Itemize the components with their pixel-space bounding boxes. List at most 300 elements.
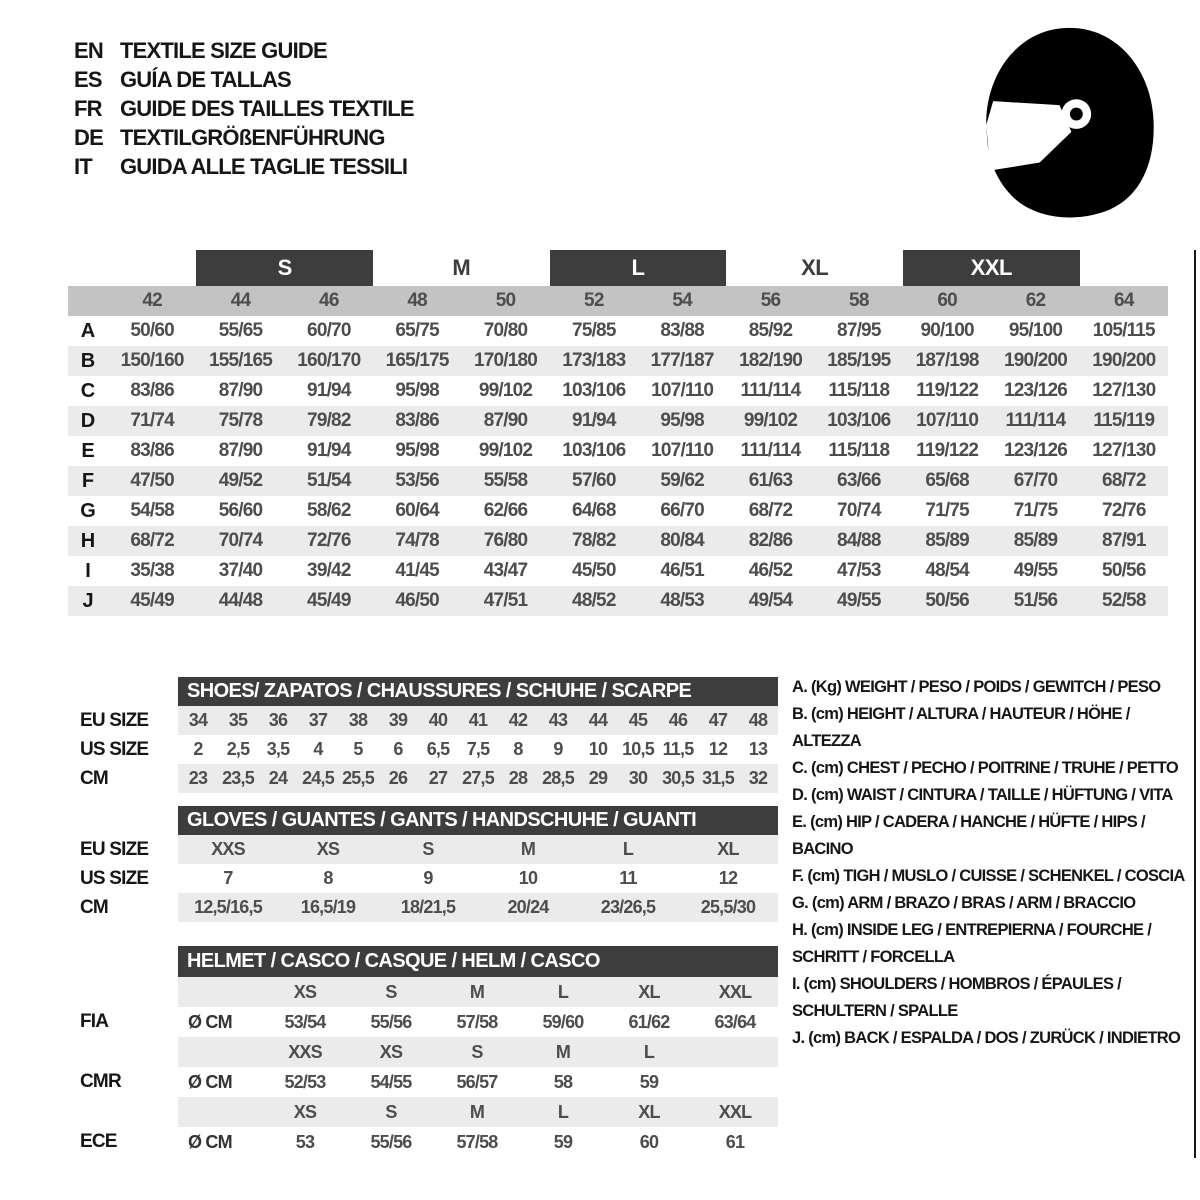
shoes-row <box>80 735 778 764</box>
shoes-cell: 13 <box>748 739 768 759</box>
shoes-cell: 47 <box>708 710 728 730</box>
textile-cell: 48/52 <box>572 590 616 611</box>
legend-item: C. (cm) CHEST / PECHO / POITRINE / TRUHE / PETTO <box>792 759 1178 777</box>
legend-item: H. (cm) INSIDE LEG / ENTREPIERNA / FOURCHE / SCHRITT / FORCELLA <box>792 921 1152 966</box>
helmet-sizes-cells <box>178 1097 778 1127</box>
racing-helmet-icon <box>952 20 1167 218</box>
textile-cell: 87/95 <box>837 320 881 341</box>
textile-row-c <box>68 376 1168 406</box>
textile-cell: 85/89 <box>925 530 969 551</box>
shoes-cell: 45 <box>628 710 648 730</box>
language-row <box>74 65 414 94</box>
textile-cell: 119/122 <box>916 440 979 461</box>
helmet-sizes-cells <box>178 1037 778 1067</box>
shoes-cell: 46 <box>668 710 688 730</box>
gloves-row <box>80 893 778 922</box>
shoes-cell: 5 <box>353 739 363 759</box>
shoes-cell: 2 <box>193 739 203 759</box>
textile-cell: 111/114 <box>740 440 801 461</box>
textile-cell: 83/86 <box>395 410 439 431</box>
gloves-row-label: CM <box>80 896 108 918</box>
textile-cell: 59/62 <box>660 470 704 491</box>
textile-cell: 46/52 <box>748 560 793 581</box>
gloves-row-label: US SIZE <box>80 867 149 889</box>
textile-cell: 87/90 <box>218 380 263 401</box>
helmet-cell: 57/58 <box>456 1131 498 1152</box>
helmet-size-label: XS <box>293 981 317 1002</box>
gloves-cell: XXS <box>211 839 245 859</box>
language-code: EN <box>74 37 103 63</box>
diameter-unit-label: Ø CM <box>188 1131 232 1152</box>
shoes-cell: 24,5 <box>302 768 334 788</box>
helmet-size-label: XXS <box>288 1041 322 1062</box>
textile-cell: 65/75 <box>395 320 439 341</box>
measure-letter: B <box>80 349 96 372</box>
textile-cell: 70/80 <box>483 320 528 341</box>
textile-cell: 95/98 <box>395 380 439 401</box>
shoes-table-header: SHOES/ ZAPATOS / CHAUSSURES / SCHUHE / SCARPE <box>178 677 778 706</box>
textile-cell: 45/49 <box>130 590 174 611</box>
gloves-cell: M <box>520 839 536 859</box>
measure-letter: C <box>80 379 96 402</box>
textile-cell: 63/66 <box>837 470 881 491</box>
textile-cell: 91/94 <box>307 380 351 401</box>
size-column-number: 50 <box>495 290 516 311</box>
textile-cell: 62/66 <box>483 500 528 521</box>
measure-letter: A <box>80 319 96 342</box>
helmet-row-spacer <box>80 1037 178 1067</box>
gloves-table <box>80 806 778 922</box>
textile-cell: 39/42 <box>307 560 351 581</box>
shoes-row-label: EU SIZE <box>80 709 149 731</box>
standard-label-fia: FIA <box>80 1011 109 1032</box>
helmet-table-header: HELMET / CASCO / CASQUE / HELM / CASCO <box>178 946 778 977</box>
textile-cell: 85/89 <box>1013 530 1058 551</box>
language-code: ES <box>74 66 102 92</box>
shoes-cell: 23 <box>188 768 208 788</box>
shoes-cell: 42 <box>508 710 528 730</box>
diameter-unit-label: Ø CM <box>188 1011 232 1032</box>
textile-cell: 185/195 <box>827 350 891 371</box>
gloves-cell: S <box>422 839 434 859</box>
size-column-number: 62 <box>1025 290 1046 311</box>
measure-letter: H <box>80 529 96 552</box>
shoes-row <box>80 764 778 793</box>
textile-cell: 70/74 <box>218 530 263 551</box>
textile-cell: 49/55 <box>1013 560 1058 581</box>
helmet-cell: 59 <box>553 1131 573 1152</box>
textile-cell: 119/122 <box>916 380 979 401</box>
textile-cell: 95/100 <box>1008 320 1063 341</box>
size-band-xxl: XXL <box>903 250 1080 286</box>
textile-cell: 67/70 <box>1013 470 1058 491</box>
shoes-cell: 32 <box>748 768 768 788</box>
size-column-number: 44 <box>230 290 251 311</box>
gloves-cell: L <box>622 839 634 859</box>
gloves-cell: XS <box>316 839 340 859</box>
textile-cell: 71/74 <box>130 410 174 431</box>
language-title-list <box>74 36 414 181</box>
helmet-unit-spacer <box>178 977 262 1007</box>
shoes-cell: 10,5 <box>622 739 654 759</box>
language-row <box>74 36 414 65</box>
shoes-cell: 3,5 <box>266 739 290 759</box>
diameter-unit-label: Ø CM <box>188 1071 232 1092</box>
helmet-sizes-cells <box>178 977 778 1007</box>
shoes-row-cells <box>178 764 778 793</box>
size-column-number: 60 <box>937 290 957 311</box>
textile-cell: 50/56 <box>1102 560 1146 581</box>
language-row <box>74 94 414 123</box>
textile-cell: 160/170 <box>297 350 361 371</box>
gloves-table-body <box>80 835 778 922</box>
helmet-values-cells <box>178 1067 778 1097</box>
shoes-cell: 2,5 <box>226 739 250 759</box>
textile-cell: 49/55 <box>837 590 881 611</box>
gloves-cell: 10 <box>518 868 538 888</box>
helmet-size-label: XXL <box>718 981 752 1002</box>
size-column-number: 58 <box>849 290 869 311</box>
textile-cell: 41/45 <box>395 560 439 581</box>
textile-cell: 44/48 <box>218 590 263 611</box>
shoes-cell: 39 <box>388 710 408 730</box>
helmet-sizes-row-ece <box>80 1097 778 1127</box>
helmet-cell: 52/53 <box>284 1071 326 1092</box>
size-column-number: 52 <box>584 290 604 311</box>
textile-cell: 85/92 <box>748 320 793 341</box>
guide-title-de: TEXTILGRÖßENFÜHRUNG <box>120 124 385 150</box>
shoes-cell: 27,5 <box>462 768 494 788</box>
helmet-size-label: L <box>643 1041 655 1062</box>
helmet-cell: 63/64 <box>714 1011 756 1032</box>
textile-row-g <box>68 496 1168 526</box>
gloves-row-cells <box>178 893 778 922</box>
gloves-cell: 7 <box>223 868 233 888</box>
textile-cell: 115/118 <box>828 380 890 401</box>
helmet-row-spacer <box>80 977 178 1007</box>
shoes-cell: 35 <box>228 710 248 730</box>
textile-cell: 43/47 <box>483 560 528 581</box>
helmet-size-label: L <box>557 1101 569 1122</box>
textile-cell: 49/54 <box>748 590 793 611</box>
size-column-number: 54 <box>672 290 692 311</box>
gloves-row-cells <box>178 835 778 864</box>
textile-cell: 99/102 <box>478 440 533 461</box>
shoes-cell: 28,5 <box>542 768 574 788</box>
helmet-size-label: XXL <box>718 1101 752 1122</box>
helmet-cell: 53 <box>295 1131 315 1152</box>
textile-cell: 87/91 <box>1102 530 1146 551</box>
textile-cell: 91/94 <box>572 410 616 431</box>
textile-cell: 47/50 <box>130 470 174 491</box>
size-band-s: S <box>196 250 373 286</box>
shoes-cell: 37 <box>308 710 328 730</box>
helmet-cell: 54/55 <box>370 1071 412 1092</box>
shoes-row-cells <box>178 735 778 764</box>
helmet-size-label: S <box>385 1101 397 1122</box>
shoes-cell: 10 <box>588 739 608 759</box>
textile-cell: 111/114 <box>740 380 801 401</box>
textile-cell: 105/115 <box>1092 320 1155 341</box>
textile-cell: 107/110 <box>916 410 979 431</box>
helmet-unit-spacer <box>178 1097 262 1127</box>
gloves-cell: 12,5/16,5 <box>194 897 262 917</box>
textile-row-d <box>68 406 1168 436</box>
size-column-number: 46 <box>319 290 339 311</box>
textile-cell: 80/84 <box>660 530 704 551</box>
textile-row-h <box>68 526 1168 556</box>
shoes-cell: 26 <box>388 768 408 788</box>
textile-cell: 60/64 <box>395 500 439 521</box>
scan-edge-line <box>1194 250 1196 1158</box>
textile-cell: 68/72 <box>130 530 174 551</box>
textile-cell: 150/160 <box>120 350 184 371</box>
guide-title-it: GUIDA ALLE TAGLIE TESSILI <box>120 153 408 179</box>
helmet-size-label: XL <box>638 1101 660 1122</box>
textile-cell: 103/106 <box>827 410 891 431</box>
textile-cell: 90/100 <box>920 320 974 341</box>
gloves-cell: 12 <box>718 868 738 888</box>
helmet-cell: 60 <box>639 1131 659 1152</box>
helmet-size-label: S <box>385 981 397 1002</box>
textile-cell: 55/65 <box>218 320 263 341</box>
helmet-size-label: XL <box>638 981 660 1002</box>
measure-letter: E <box>81 439 95 462</box>
shoes-table <box>80 677 778 793</box>
textile-cell: 53/56 <box>395 470 439 491</box>
shoes-cell: 6 <box>393 739 403 759</box>
textile-cell: 91/94 <box>307 440 351 461</box>
textile-cell: 57/60 <box>572 470 616 491</box>
textile-cell: 51/54 <box>307 470 351 491</box>
language-code: FR <box>74 95 102 121</box>
helmet-size-label: M <box>469 1101 485 1122</box>
gloves-cell: XL <box>717 839 739 859</box>
textile-cell: 127/130 <box>1092 440 1156 461</box>
textile-cell: 79/82 <box>307 410 351 431</box>
shoes-cell: 31,5 <box>702 768 734 788</box>
helmet-size-label <box>692 1037 778 1067</box>
strip-spacer <box>68 286 108 316</box>
textile-cell: 123/126 <box>1003 380 1068 401</box>
measure-letter: J <box>82 589 94 612</box>
textile-cell: 48/53 <box>660 590 704 611</box>
textile-cell: 71/75 <box>1013 500 1058 521</box>
shoes-cell: 41 <box>468 710 488 730</box>
helmet-size-label: M <box>469 981 485 1002</box>
textile-cell: 82/86 <box>748 530 793 551</box>
standard-label-ece: ECE <box>80 1131 117 1152</box>
helmet-size-label: S <box>471 1041 483 1062</box>
helmet-cell: 56/57 <box>456 1071 498 1092</box>
helmet-cell: 61 <box>725 1131 745 1152</box>
helmet-values-row-ece <box>80 1127 778 1157</box>
measure-letter: D <box>80 409 96 432</box>
legend-item: D. (cm) WAIST / CINTURA / TAILLE / HÜFTUNG / VITA <box>792 786 1173 804</box>
helmet-row-spacer <box>80 1097 178 1127</box>
shoes-cell: 9 <box>553 739 563 759</box>
textile-cell: 68/72 <box>748 500 793 521</box>
size-band-m: M <box>452 255 471 280</box>
textile-cell: 190/200 <box>1092 350 1156 371</box>
textile-cell: 70/74 <box>837 500 881 521</box>
gloves-row <box>80 835 778 864</box>
textile-cell: 115/119 <box>1093 410 1155 431</box>
textile-cell: 71/75 <box>925 500 969 521</box>
textile-cell: 49/52 <box>218 470 263 491</box>
textile-row-b <box>68 346 1168 376</box>
textile-cell: 170/180 <box>473 350 538 371</box>
shoes-cell: 28 <box>508 768 528 788</box>
shoes-cell: 12 <box>708 739 728 759</box>
helmet-cell: 55/56 <box>370 1131 412 1152</box>
helmet-size-label: XS <box>379 1041 403 1062</box>
size-number-strip <box>68 286 1168 316</box>
textile-cell: 60/70 <box>307 320 351 341</box>
helmet-cell: 59 <box>639 1071 659 1092</box>
shoes-cell: 40 <box>428 710 448 730</box>
shoes-cell: 27 <box>428 768 448 788</box>
textile-row-a <box>68 316 1168 346</box>
gloves-cell: 9 <box>423 868 433 888</box>
shoes-cell: 11,5 <box>662 739 694 759</box>
textile-cell: 65/68 <box>925 470 969 491</box>
textile-cell: 52/58 <box>1102 590 1146 611</box>
shoes-cell: 7,5 <box>466 739 490 759</box>
textile-cell: 45/49 <box>307 590 351 611</box>
gloves-cell: 25,5/30 <box>700 897 756 917</box>
shoes-cell: 48 <box>748 710 768 730</box>
shoes-cell: 24 <box>268 768 288 788</box>
legend-item: G. (cm) ARM / BRAZO / BRAS / ARM / BRACCIO <box>792 894 1136 912</box>
shoes-row-cells <box>178 706 778 735</box>
shoes-cell: 6,5 <box>426 739 450 759</box>
textile-cell: 66/70 <box>660 500 704 521</box>
measurement-legend <box>792 674 1194 1052</box>
helmet-size-label: XS <box>293 1101 317 1122</box>
textile-size-table <box>68 250 1168 616</box>
textile-cell: 72/76 <box>1102 500 1146 521</box>
textile-cell: 103/106 <box>562 440 626 461</box>
textile-cell: 107/110 <box>651 380 714 401</box>
helmet-cell <box>692 1067 778 1097</box>
textile-cell: 37/40 <box>218 560 263 581</box>
legend-item: J. (cm) BACK / ESPALDA / DOS / ZURÜCK / INDIETRO <box>792 1029 1181 1047</box>
textile-cell: 95/98 <box>395 440 439 461</box>
textile-cell: 35/38 <box>130 560 174 581</box>
shoes-cell: 44 <box>588 710 608 730</box>
textile-cell: 55/58 <box>483 470 528 491</box>
textile-cell: 51/56 <box>1013 590 1058 611</box>
textile-cell: 83/86 <box>130 440 174 461</box>
textile-cell: 50/60 <box>130 320 174 341</box>
textile-cell: 190/200 <box>1003 350 1068 371</box>
shoes-cell: 23,5 <box>222 768 254 788</box>
textile-cell: 83/88 <box>660 320 704 341</box>
textile-cell: 74/78 <box>395 530 439 551</box>
helmet-values-row-cmr <box>80 1067 778 1097</box>
gloves-row-label: EU SIZE <box>80 838 149 860</box>
textile-cell: 45/50 <box>572 560 616 581</box>
textile-cell: 61/63 <box>748 470 793 491</box>
size-column-number: 64 <box>1114 290 1134 311</box>
language-row <box>74 152 414 181</box>
shoes-cell: 4 <box>313 739 323 759</box>
textile-cell: 75/78 <box>218 410 263 431</box>
helmet-values-row-fia <box>80 1007 778 1037</box>
textile-cell: 47/51 <box>483 590 528 611</box>
shoes-cell: 25,5 <box>342 768 374 788</box>
textile-cell: 182/190 <box>738 350 803 371</box>
standard-label-cmr: CMR <box>80 1071 121 1092</box>
textile-cell: 99/102 <box>743 410 798 431</box>
size-band-l: L <box>550 250 727 286</box>
helmet-cell: 57/58 <box>456 1011 498 1032</box>
legend-item: E. (cm) HIP / CADERA / HANCHE / HÜFTE / HIPS / BACINO <box>792 813 1145 858</box>
helmet-cell: 55/56 <box>370 1011 412 1032</box>
shoes-table-body <box>80 706 778 793</box>
textile-cell: 56/60 <box>218 500 263 521</box>
legend-item: B. (cm) HEIGHT / ALTURA / HAUTEUR / HÖHE / ALTEZZA <box>792 705 1130 750</box>
textile-cell: 187/198 <box>915 350 979 371</box>
textile-cell: 115/118 <box>828 440 890 461</box>
textile-cell: 58/62 <box>307 500 351 521</box>
textile-cell: 177/187 <box>650 350 714 371</box>
helmet-table <box>80 946 778 1157</box>
size-column-number: 48 <box>407 290 427 311</box>
measure-letter: G <box>80 499 96 522</box>
textile-cell: 107/110 <box>651 440 714 461</box>
helmet-size-label: L <box>557 981 569 1002</box>
textile-cell: 123/126 <box>1003 440 1068 461</box>
textile-rows <box>68 316 1168 616</box>
textile-row-j <box>68 586 1168 616</box>
textile-row-i <box>68 556 1168 586</box>
shoes-cell: 8 <box>513 739 523 759</box>
textile-cell: 165/175 <box>385 350 449 371</box>
textile-cell: 54/58 <box>130 500 174 521</box>
gloves-row <box>80 864 778 893</box>
gloves-cell: 20/24 <box>507 897 549 917</box>
textile-cell: 155/165 <box>208 350 273 371</box>
textile-row-f <box>68 466 1168 496</box>
helmet-cell: 61/62 <box>628 1011 670 1032</box>
gloves-cell: 23/26,5 <box>600 897 656 917</box>
textile-cell: 99/102 <box>478 380 533 401</box>
legend-item: I. (cm) SHOULDERS / HOMBROS / ÉPAULES / SCHULTERN / SPALLE <box>792 975 1122 1020</box>
legend-item: F. (cm) TIGH / MUSLO / CUISSE / SCHENKEL / COSCIA <box>792 867 1185 885</box>
shoes-cell: 34 <box>188 710 208 730</box>
shoes-row <box>80 706 778 735</box>
gloves-cell: 18/21,5 <box>400 897 456 917</box>
helmet-unit-spacer <box>178 1037 262 1067</box>
helmet-cell: 59/60 <box>542 1011 584 1032</box>
measure-letter: F <box>81 469 95 492</box>
gloves-table-header: GLOVES / GUANTES / GANTS / HANDSCHUHE / GUANTI <box>178 806 778 835</box>
shoes-cell: 29 <box>588 768 608 788</box>
textile-cell: 87/90 <box>483 410 528 431</box>
textile-cell: 103/106 <box>562 380 626 401</box>
textile-cell: 68/72 <box>1102 470 1146 491</box>
size-column-number: 42 <box>142 290 162 311</box>
textile-cell: 64/68 <box>572 500 616 521</box>
shoes-cell: 38 <box>348 710 368 730</box>
helmet-size-label: M <box>555 1041 571 1062</box>
textile-cell: 76/80 <box>483 530 528 551</box>
language-row <box>74 123 414 152</box>
textile-cell: 83/86 <box>130 380 174 401</box>
shoes-cell: 30,5 <box>662 768 694 788</box>
